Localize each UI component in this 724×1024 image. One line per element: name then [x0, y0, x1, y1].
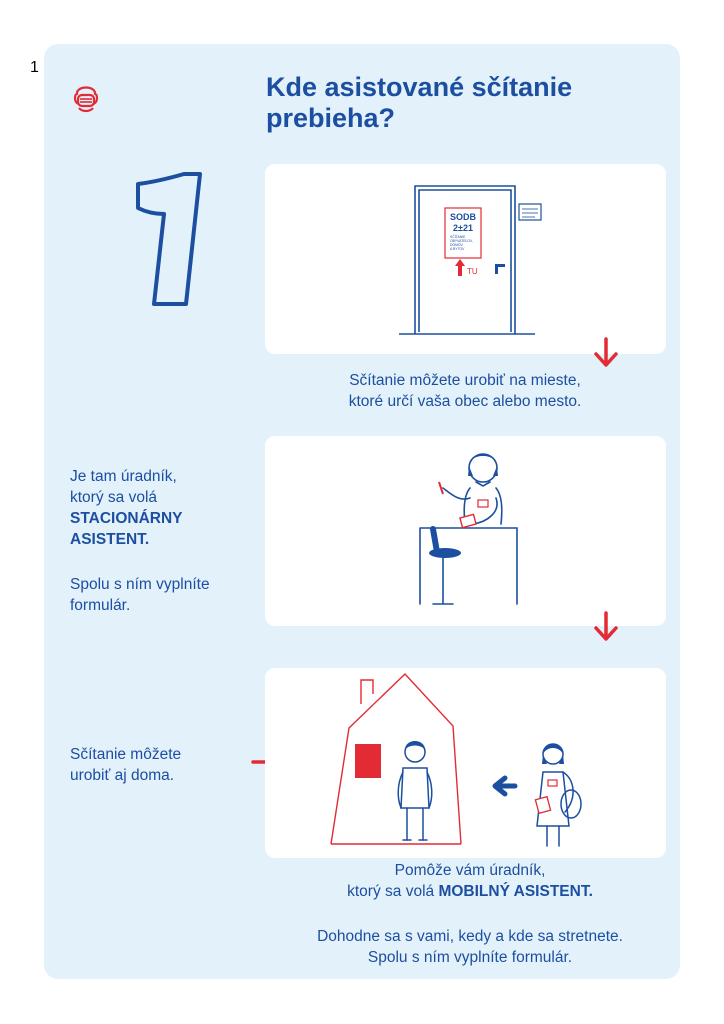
side3-line-2: urobiť aj doma.: [70, 767, 175, 784]
poster-small-2: OBYVATEĽOV,: [450, 239, 473, 243]
house-visit-illustration: [265, 668, 666, 858]
caption-meeting-line-1: Dohodne sa s vami, kedy a kde sa stretnete.: [317, 928, 623, 945]
card-door-illustration: [265, 164, 666, 354]
face-mask-icon: [70, 80, 102, 114]
fill-form-text: [70, 574, 250, 616]
side1-line-4: ASISTENT.: [70, 531, 150, 548]
side2-line-2: formulár.: [70, 597, 131, 614]
card-stationary-assistant: [265, 436, 666, 626]
poster-small-1: SČÍTANIE: [450, 235, 466, 239]
caption-on-site-line-2: ktoré určí vaša obec alebo mesto.: [348, 393, 582, 410]
side1-line-1: Je tam úradník,: [70, 468, 177, 485]
stationary-assistant-illustration: [265, 436, 666, 626]
step-number-graphic: [30, 59, 206, 310]
side1-line-3: STACIONÁRNY: [70, 510, 183, 527]
side1-line-2: ktorý sa volá: [70, 489, 158, 506]
caption-mobile-assistant: [270, 860, 670, 902]
blue-left-arrow-icon: [495, 778, 515, 794]
up-arrow-icon: [455, 259, 465, 276]
card-mobile-assistant: [265, 668, 666, 858]
poster-title: SODB: [449, 212, 477, 222]
side3-line-1: Sčítanie môžete: [70, 746, 182, 763]
caption-mobile-line-1: Pomôže vám úradník,: [394, 862, 546, 879]
red-down-arrow-icon: [592, 336, 620, 370]
red-down-arrow-icon: [592, 610, 620, 644]
poster-small-3: DOMOV: [450, 243, 463, 247]
page-title: [266, 72, 666, 134]
caption-on-site: [300, 370, 630, 412]
poster-small-4: A BYTOV: [450, 247, 465, 251]
title-line-1: Kde asistované sčítanie: [266, 72, 573, 102]
poster-year: 2±21: [453, 223, 473, 233]
caption-on-site-line-1: Sčítanie môžete urobiť na mieste,: [349, 372, 581, 389]
side2-line-1: Spolu s ním vyplníte: [70, 576, 210, 593]
title-line-2: prebieha?: [266, 103, 396, 133]
at-home-text: [70, 744, 250, 786]
caption-meeting: [270, 926, 670, 968]
step-number: 1: [30, 59, 39, 76]
caption-mobile-line-2: [270, 881, 670, 902]
door-illustration: [265, 164, 666, 354]
caption-mobile-line-2-prefix: ktorý sa volá: [347, 883, 439, 900]
mobile-assistant-term: MOBILNÝ ASISTENT.: [438, 883, 593, 900]
stationary-assistant-text: [70, 466, 250, 550]
poster-arrow-label: TU: [467, 267, 478, 276]
caption-meeting-line-2: Spolu s ním vyplníte formulár.: [367, 949, 573, 966]
